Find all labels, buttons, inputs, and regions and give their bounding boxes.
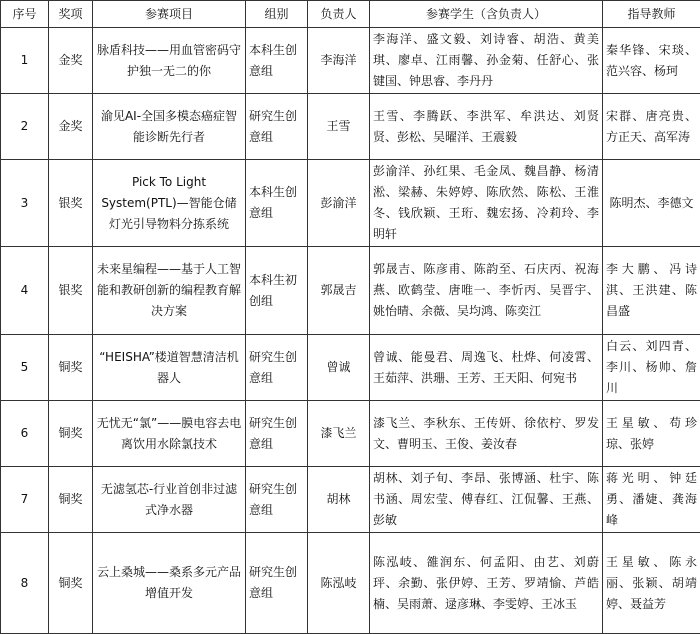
cell-students: 王雪、李腾跃、李洪军、牟洪达、刘贤贤、彭松、吴曜洋、王震毅 bbox=[370, 94, 603, 160]
header-teachers: 指导教师 bbox=[603, 1, 700, 28]
cell-no: 7 bbox=[1, 467, 49, 533]
cell-students: 李海洋、盛文毅、刘诗睿、胡浩、黄美琪、廖卓、江雨馨、孙金菊、任舒心、张键国、钟思睿、李丹丹 bbox=[370, 28, 603, 94]
table-row bbox=[1, 94, 700, 160]
cell-group: 本科生初创组 bbox=[246, 247, 308, 335]
cell-no: 5 bbox=[1, 335, 49, 401]
header-award: 奖项 bbox=[49, 1, 93, 28]
header-project: 参赛项目 bbox=[93, 1, 246, 28]
cell-award: 银奖 bbox=[49, 247, 93, 335]
cell-leader: 李海洋 bbox=[308, 28, 370, 94]
cell-group: 研究生创意组 bbox=[246, 94, 308, 160]
cell-leader: 曾诚 bbox=[308, 335, 370, 401]
cell-group: 本科生创意组 bbox=[246, 160, 308, 247]
cell-group: 研究生创意组 bbox=[246, 401, 308, 467]
cell-project: 无忧无“氯”——膜电容去电离饮用水除氯技术 bbox=[93, 401, 246, 467]
cell-students: 漆飞兰、李秋东、王传妍、徐依柠、罗发文、曹明玉、王俊、姜汝春 bbox=[370, 401, 603, 467]
header-row bbox=[1, 1, 700, 28]
cell-group: 研究生创意组 bbox=[246, 467, 308, 533]
cell-no: 8 bbox=[1, 533, 49, 634]
cell-group: 本科生创意组 bbox=[246, 28, 308, 94]
cell-group: 研究生创意组 bbox=[246, 335, 308, 401]
cell-award: 铜奖 bbox=[49, 533, 93, 634]
cell-award: 银奖 bbox=[49, 160, 93, 247]
cell-award: 铜奖 bbox=[49, 401, 93, 467]
table-row bbox=[1, 467, 700, 533]
cell-leader: 郭晟吉 bbox=[308, 247, 370, 335]
cell-project: 渝见AI-全国多模态癌症智能诊断先行者 bbox=[93, 94, 246, 160]
cell-teachers: 白云、刘四青、李川、杨帅、詹川 bbox=[603, 335, 700, 401]
cell-students: 胡林、刘子旬、李昂、张博涵、杜宇、陈书涵、周宏莹、傅春红、江侃馨、王燕、彭敏 bbox=[370, 467, 603, 533]
header-no: 序号 bbox=[1, 1, 49, 28]
table-row bbox=[1, 28, 700, 94]
cell-leader: 陈泓岐 bbox=[308, 533, 370, 634]
cell-project: 云上桑城——桑系多元产品增值开发 bbox=[93, 533, 246, 634]
cell-award: 金奖 bbox=[49, 28, 93, 94]
cell-teachers: 李大鹏、冯诗淇、王洪建、陈昌盛 bbox=[603, 247, 700, 335]
cell-students: 曾诚、能曼君、周逸飞、杜烨、何凌霄、王茹萍、洪珊、王芳、王天阳、何宛书 bbox=[370, 335, 603, 401]
cell-project: 无滤氢芯-行业首创非过滤式净水器 bbox=[93, 467, 246, 533]
cell-no: 6 bbox=[1, 401, 49, 467]
cell-no: 4 bbox=[1, 247, 49, 335]
table-row bbox=[1, 533, 700, 634]
table-row bbox=[1, 247, 700, 335]
cell-no: 1 bbox=[1, 28, 49, 94]
table-row bbox=[1, 335, 700, 401]
cell-award: 铜奖 bbox=[49, 467, 93, 533]
cell-teachers: 蒋光明、钟廷勇、潘婕、龚海峰 bbox=[603, 467, 700, 533]
cell-teachers: 王星敏、苟珍琼、张婷 bbox=[603, 401, 700, 467]
cell-leader: 漆飞兰 bbox=[308, 401, 370, 467]
cell-no: 2 bbox=[1, 94, 49, 160]
cell-students: 郭晟吉、陈彦甫、陈韵至、石庆丙、祝海燕、欧鹤莹、唐唯一、李忻丙、吴晋宇、姚怡晴、余薇、吴均鸿、陈奕江 bbox=[370, 247, 603, 335]
cell-teachers: 陈明杰、李德文 bbox=[603, 160, 700, 247]
table-row bbox=[1, 401, 700, 467]
cell-project: 脉盾科技——用血管密码守护独一无二的你 bbox=[93, 28, 246, 94]
cell-teachers: 宋群、唐亮贵、方正天、高军涛 bbox=[603, 94, 700, 160]
cell-students: 陈泓岐、雒润东、何孟阳、由艺、刘蔚玶、余勤、张伊婷、王芳、罗靖愉、芦皓楠、吴雨萧、逯彦琳、李雯婷、王冰玉 bbox=[370, 533, 603, 634]
cell-project: 未来星编程——基于人工智能和教研创新的编程教育解决方案 bbox=[93, 247, 246, 335]
cell-students: 彭渝洋、孙红果、毛金凤、魏昌静、杨清淞、梁赫、朱婷婷、陈欣然、陈松、王淮冬、钱欣颖、王珩、魏宏扬、冷莉玲、李明轩 bbox=[370, 160, 603, 247]
cell-award: 铜奖 bbox=[49, 335, 93, 401]
cell-award: 金奖 bbox=[49, 94, 93, 160]
cell-leader: 胡林 bbox=[308, 467, 370, 533]
cell-no: 3 bbox=[1, 160, 49, 247]
header-students: 参赛学生（含负责人） bbox=[370, 1, 603, 28]
cell-teachers: 秦华锋、宋琰、范兴容、杨珂 bbox=[603, 28, 700, 94]
cell-teachers: 王星敏、陈永丽、张颖、胡靖婷、聂益芳 bbox=[603, 533, 700, 634]
header-group: 组别 bbox=[246, 1, 308, 28]
table-row bbox=[1, 160, 700, 247]
cell-leader: 王雪 bbox=[308, 94, 370, 160]
cell-leader: 彭渝洋 bbox=[308, 160, 370, 247]
header-leader: 负责人 bbox=[308, 1, 370, 28]
cell-group: 研究生创意组 bbox=[246, 533, 308, 634]
cell-project: “HEISHA”楼道智慧清洁机器人 bbox=[93, 335, 246, 401]
cell-project: Pick To Light System(PTL)—智能仓储灯光引导物料分拣系统 bbox=[93, 160, 246, 247]
